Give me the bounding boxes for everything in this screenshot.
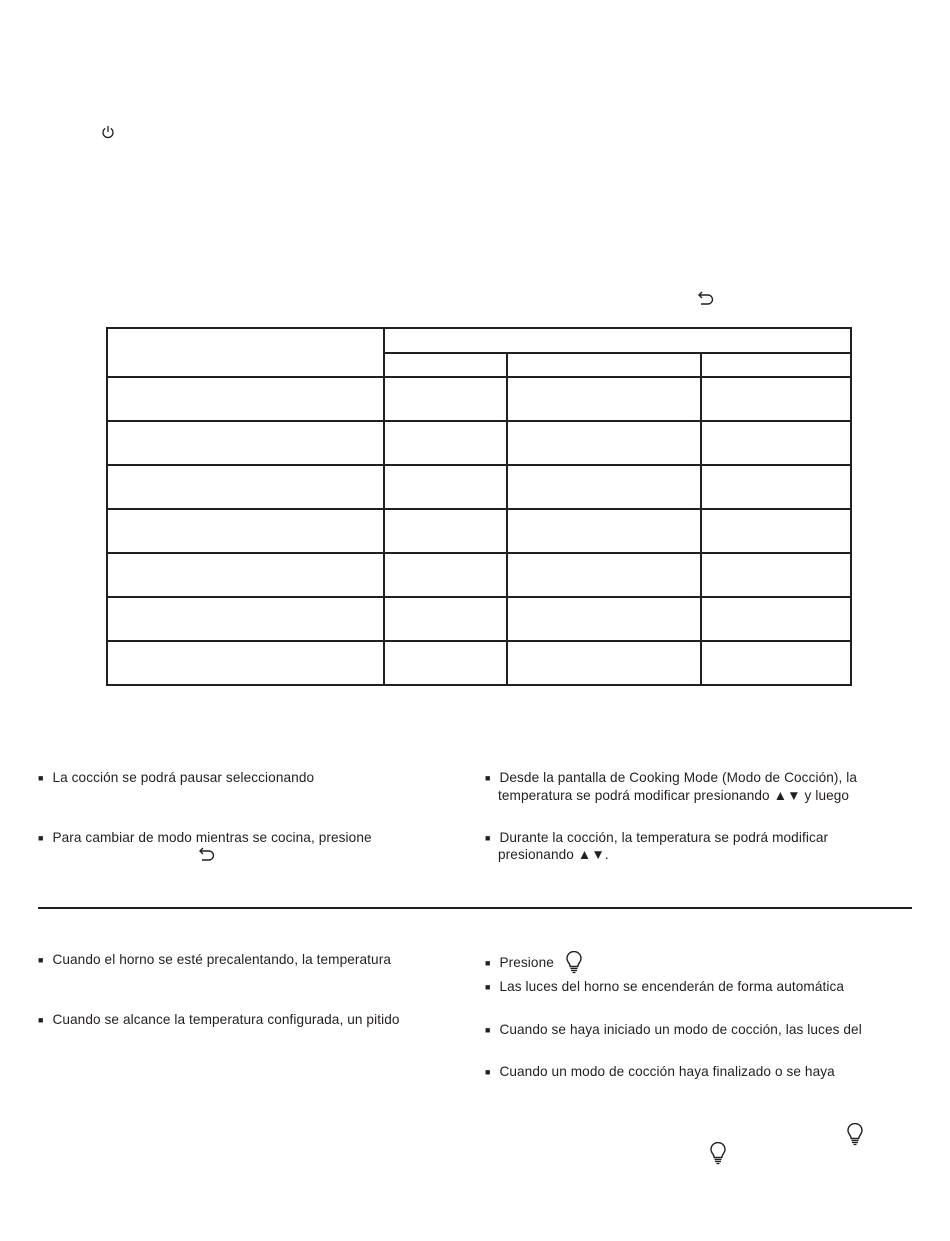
table-header-cell bbox=[107, 328, 384, 377]
list-item-text: temperatura se podrá modificar presionando ▲▼ y luego bbox=[498, 788, 850, 803]
table-cell bbox=[107, 641, 384, 685]
table-cell bbox=[701, 597, 851, 641]
back-arrow-icon bbox=[697, 291, 715, 307]
table-cell bbox=[701, 377, 851, 421]
lightbulb-icon bbox=[709, 1142, 727, 1166]
list-item-continuation bbox=[498, 846, 609, 864]
list-item-text: Cuando se alcance la temperatura configurada, un pitido bbox=[52, 1012, 400, 1027]
table-cell bbox=[107, 597, 384, 641]
table-header-row bbox=[107, 328, 851, 353]
list-item-text: presionando ▲▼. bbox=[498, 847, 609, 862]
table-cell bbox=[507, 597, 701, 641]
table-cell bbox=[507, 465, 701, 509]
list-item-text: Durante la cocción, la temperatura se podrá modificar bbox=[499, 830, 829, 845]
power-icon bbox=[101, 125, 115, 139]
table-cell bbox=[701, 421, 851, 465]
table-header-cell bbox=[384, 328, 851, 353]
list-item-temp-cooking-mode bbox=[485, 769, 857, 788]
list-item-text: La cocción se podrá pausar seleccionando bbox=[52, 770, 315, 785]
list-item-lights-mode-started bbox=[485, 1021, 862, 1040]
table-cell bbox=[107, 553, 384, 597]
table-row bbox=[107, 641, 851, 685]
table-row bbox=[107, 509, 851, 553]
table-header-cell bbox=[701, 353, 851, 377]
table-row bbox=[107, 597, 851, 641]
table-cell bbox=[507, 377, 701, 421]
table-cell bbox=[701, 509, 851, 553]
table-cell bbox=[701, 641, 851, 685]
table-cell bbox=[701, 465, 851, 509]
table-cell bbox=[507, 641, 701, 685]
table-row bbox=[107, 465, 851, 509]
table-cell bbox=[384, 553, 507, 597]
list-item-text: Cuando un modo de cocción haya finalizado o se haya bbox=[499, 1064, 835, 1079]
table-cell bbox=[384, 597, 507, 641]
section-divider bbox=[38, 907, 912, 909]
table-cell bbox=[107, 377, 384, 421]
table-cell bbox=[507, 421, 701, 465]
table-header-cell bbox=[384, 353, 507, 377]
list-item-lights-mode-finished bbox=[485, 1063, 835, 1082]
list-item-pause bbox=[38, 769, 314, 788]
list-item-text: Las luces del horno se encenderán de forma automática bbox=[499, 979, 845, 994]
cooking-mode-table bbox=[106, 327, 852, 686]
list-item-press-light bbox=[485, 954, 554, 973]
table-cell bbox=[701, 553, 851, 597]
table-cell bbox=[107, 509, 384, 553]
list-item-lights-auto bbox=[485, 978, 844, 997]
table-cell bbox=[384, 465, 507, 509]
lightbulb-icon bbox=[565, 951, 583, 975]
list-item-text: Para cambiar de modo mientras se cocina, presione bbox=[52, 830, 372, 845]
list-item-text: Desde la pantalla de Cooking Mode (Modo de Cocción), la bbox=[499, 770, 858, 785]
table-row bbox=[107, 421, 851, 465]
back-arrow-icon bbox=[198, 847, 216, 863]
list-item-change-mode bbox=[38, 829, 372, 848]
table-row bbox=[107, 377, 851, 421]
table-cell bbox=[507, 553, 701, 597]
table-cell bbox=[384, 641, 507, 685]
table-cell bbox=[384, 377, 507, 421]
list-item-continuation bbox=[498, 787, 849, 805]
list-item-preheating bbox=[38, 951, 391, 970]
list-item-text: Cuando el horno se esté precalentando, la temperatura bbox=[52, 952, 392, 967]
table-cell bbox=[107, 465, 384, 509]
list-item-text: Presione bbox=[499, 955, 554, 970]
table-row bbox=[107, 553, 851, 597]
table-cell bbox=[384, 509, 507, 553]
table-header-cell bbox=[507, 353, 701, 377]
list-item-temp-reached bbox=[38, 1011, 400, 1030]
table-cell bbox=[107, 421, 384, 465]
table-cell bbox=[384, 421, 507, 465]
table-cell bbox=[507, 509, 701, 553]
lightbulb-icon bbox=[846, 1123, 864, 1147]
list-item-text: Cuando se haya iniciado un modo de cocción, las luces del bbox=[499, 1022, 862, 1037]
